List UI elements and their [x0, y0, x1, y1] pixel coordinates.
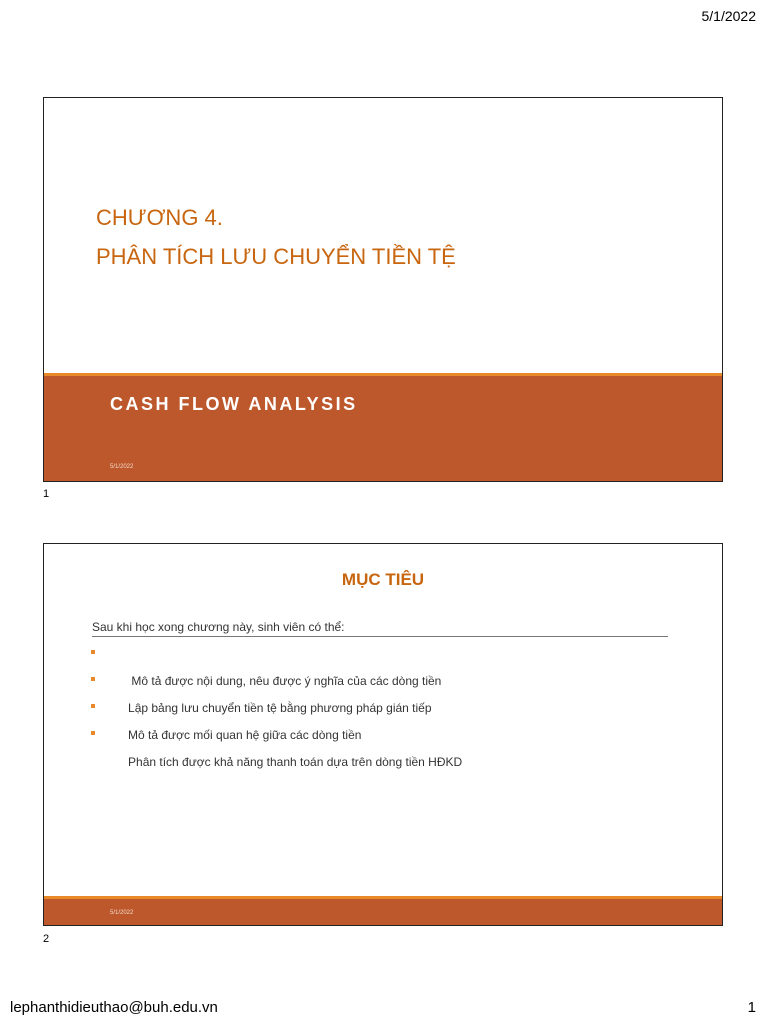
chapter-title-line: CHƯƠNG 4. — [96, 205, 223, 230]
slide-1 — [43, 97, 723, 482]
slide-2-intro: Sau khi học xong chương này, sinh viên có thể: — [92, 620, 668, 637]
list-item — [90, 727, 463, 769]
list-item-text: Mô tả được mối quan hệ giữa các dòng tiền — [128, 728, 362, 742]
slide-1-subtitle: CASH FLOW ANALYSIS — [110, 394, 358, 414]
square-bullet-icon — [91, 677, 95, 681]
slide-number: 1 — [43, 488, 50, 500]
objectives-list — [90, 646, 463, 769]
page-date: 5/1/2022 — [701, 8, 756, 24]
list-item-text: Lập bảng lưu chuyển tiền tệ bằng phương pháp gián tiếp — [128, 701, 432, 715]
list-item — [90, 700, 462, 742]
author-email: lephanthidieuthao@buh.edu.vn — [10, 999, 218, 1016]
slide-number: 2 — [43, 933, 50, 945]
square-bullet-icon — [91, 731, 95, 735]
square-bullet-icon — [91, 650, 95, 654]
list-item-text: Mô tả được nội dung, nêu được ý nghĩa của các dòng tiền — [128, 674, 442, 688]
square-bullet-icon — [91, 704, 95, 708]
list-item — [90, 646, 462, 688]
slide-2 — [43, 543, 723, 926]
list-item — [90, 673, 462, 715]
title-band — [44, 376, 722, 481]
slide-1-title — [96, 198, 456, 276]
slide-footer-date: 5/1/2022 — [110, 464, 134, 470]
slide-2-heading: MỤC TIÊU — [341, 570, 425, 589]
page-number: 1 — [747, 999, 756, 1016]
list-item-text: Phân tích được khả năng thanh toán dựa trên dòng tiền HĐKD — [128, 755, 463, 769]
chapter-title-line: PHÂN TÍCH LƯU CHUYỂN TIỀN TỆ — [96, 244, 456, 269]
footer-band — [44, 899, 722, 925]
slide-footer-date: 5/1/2022 — [110, 910, 134, 916]
